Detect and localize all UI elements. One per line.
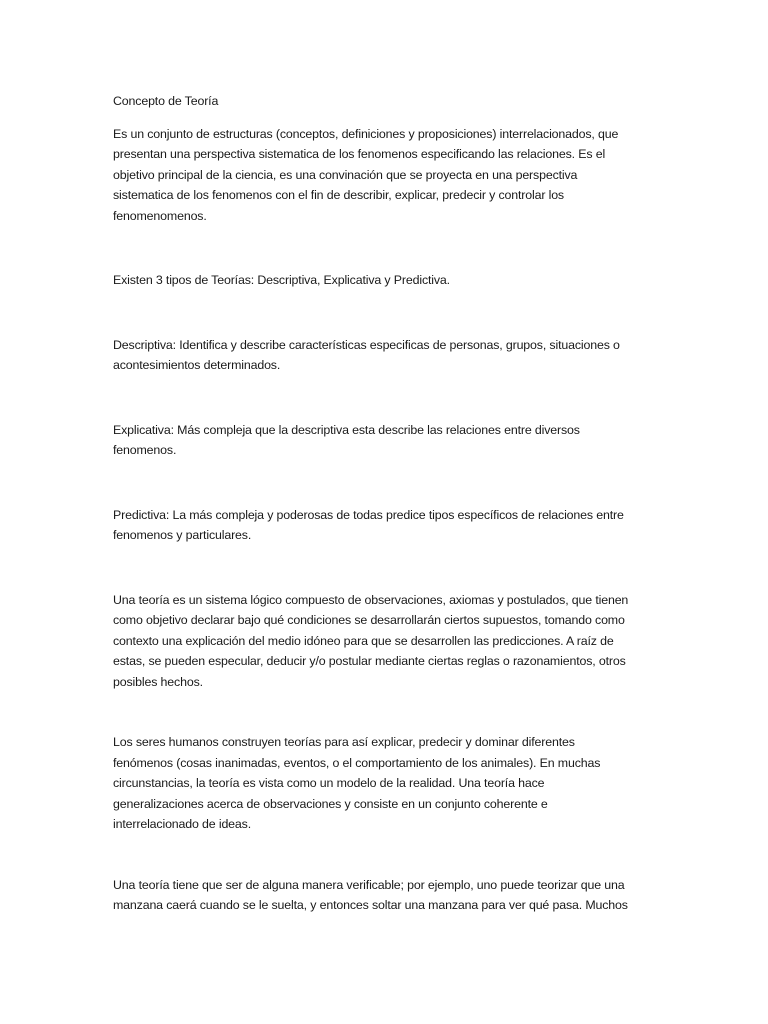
text-line: interrelacionado de ideas. [113,817,251,831]
text-line: Explicativa: Más compleja que la descriptiva esta describe las relaciones entre diversos [113,422,580,437]
text-line: objetivo principal de la ciencia, es una convinación que se proyecta en una perspectiva [113,167,578,182]
text-line: Predictiva: La más compleja y poderosas de todas predice tipos específicos de relaciones entre [113,507,624,522]
paragraph-seres-humanos [113,732,658,835]
paragraph-predictiva [113,505,658,546]
paragraph-sistema-logico [113,590,658,693]
document-body [113,91,658,960]
text-line: estas, se pueden especular, deducir y/o postular mediante ciertas reglas o razonamientos, otros [113,654,626,668]
text-line: Los seres humanos construyen teorías para así explicar, predecir y dominar diferentes [113,735,575,749]
document-title: Concepto de Teoría [113,94,219,108]
paragraph-descriptiva [113,335,658,376]
text-line: Una teoría tiene que ser de alguna manera verificable; por ejemplo, uno puede teorizar que una [113,877,625,892]
paragraph-verificable [113,875,658,916]
text-line: circunstancias, la teoría es vista como un modelo de la realidad. Una teoría hace [113,776,545,790]
text-line: manzana caerá cuando se le suelta, y entonces soltar una manzana para ver qué pasa. Muchos [113,898,628,912]
text-line: contexto una explicación del medio idóneo para que se desarrollen las predicciones. A raíz de [113,633,614,648]
text-line: generalizaciones acerca de observaciones y consiste en un conjunto coherente e [113,796,548,811]
text-line: presentan una perspectiva sistematica de los fenomenos especificando las relaciones. Es el [113,147,606,161]
paragraph-explicativa [113,420,658,461]
text-line: como objetivo declarar bajo qué condiciones se desarrollarán ciertos supuestos, tomando como [113,613,625,627]
text-line: fenomenos y particulares. [113,528,252,542]
text-line: posibles hechos. [113,674,203,689]
text-line: fenómenos (cosas inanimadas, eventos, o el comportamiento de los animales). En muchas [113,755,601,770]
text-line: sistematica de los fenomenos con el fin de describir, explicar, predecir y controlar los [113,188,564,202]
text-line: Una teoría es un sistema lógico compuesto de observaciones, axiomas y postulados, que tienen [113,592,629,607]
text-line: Descriptiva: Identifica y describe características especificas de personas, grupos, situaciones o [113,337,620,352]
text-line: Existen 3 tipos de Teorías: Descriptiva, Explicativa y Predictiva. [113,273,450,287]
paragraph-definition [113,124,658,227]
text-line: fenomenos. [113,443,177,457]
text-line: fenomenomenos. [113,208,207,223]
text-line: Es un conjunto de estructuras (conceptos, definiciones y proposiciones) interrelacionados, que [113,126,619,141]
text-line: acontesimientos determinados. [113,358,281,372]
paragraph-types [113,270,658,291]
